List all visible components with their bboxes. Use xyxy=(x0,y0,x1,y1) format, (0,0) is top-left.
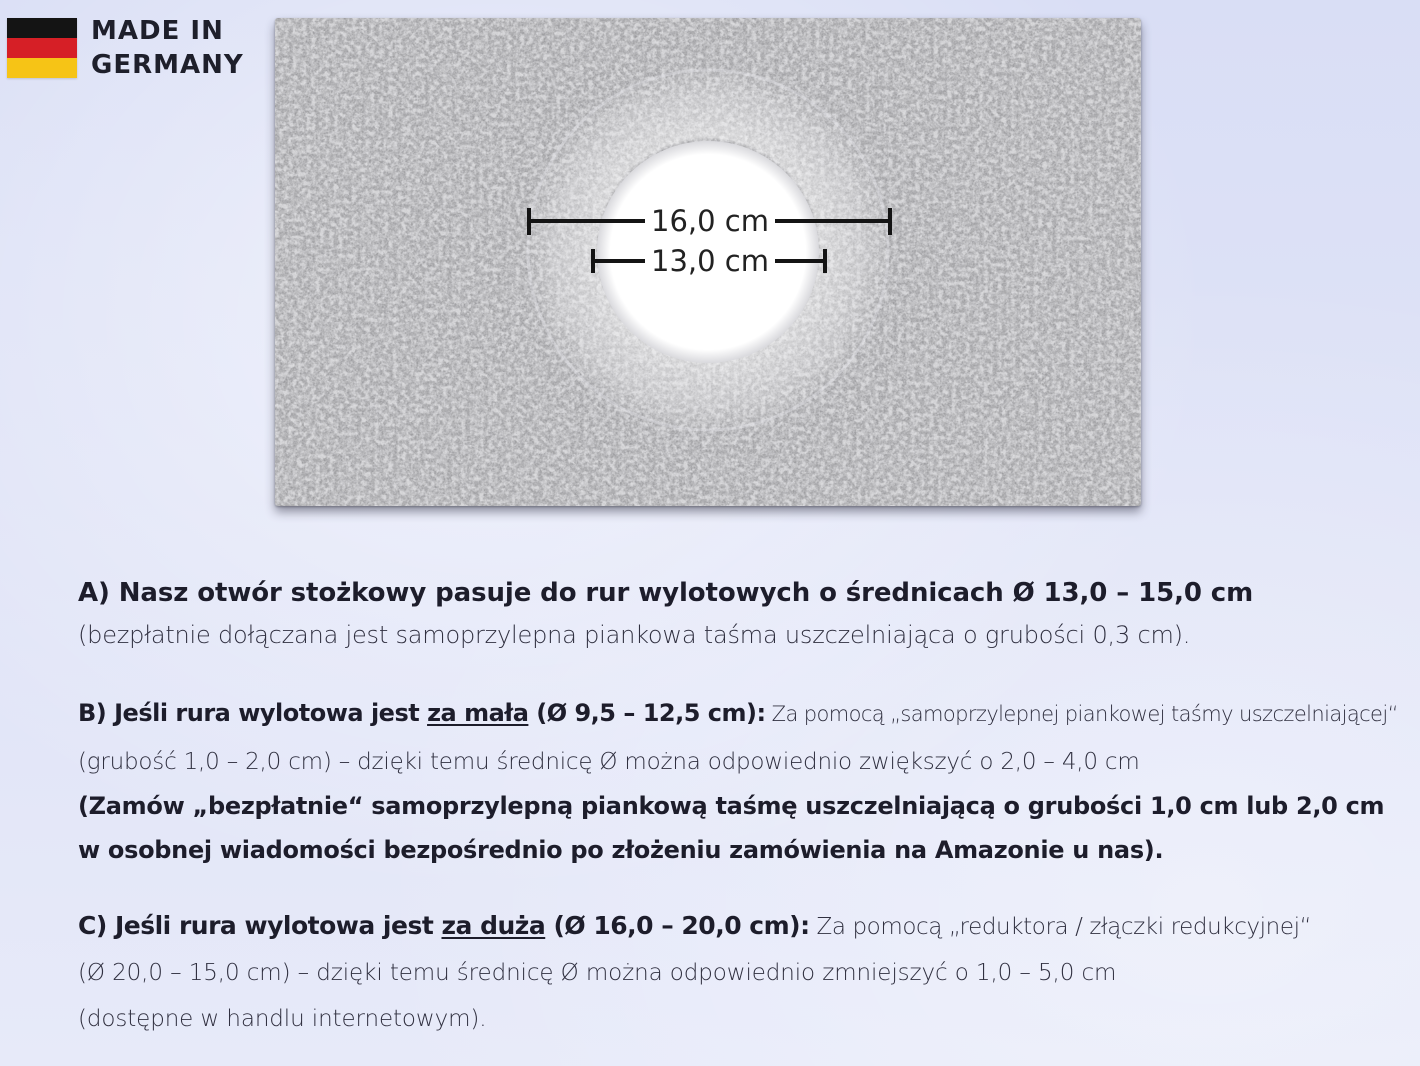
flag-stripe-gold xyxy=(7,58,77,78)
section-b-range: (Ø 9,5 – 12,5 cm): xyxy=(528,699,766,727)
section-c-line-3: (dostępne w handlu internetowym). xyxy=(78,1006,487,1032)
description xyxy=(78,574,1408,1036)
section-b-line-4: w osobnej wiadomości bezpośrednio po złożeniu zamówienia na Amazonie u nas). xyxy=(78,836,1164,864)
section-a-heading: A) Nasz otwór stożkowy pasuje do rur wylotowych o średnicach Ø 13,0 – 15,0 cm xyxy=(78,578,1254,608)
flag-stripe-black xyxy=(7,18,77,38)
made-in-germany-badge xyxy=(7,14,244,82)
section-c-line-2: (Ø 20,0 – 15,0 cm) – dzięki temu średnicę Ø można odpowiednio zmniejszyć o 1,0 – 5,0 cm xyxy=(78,960,1117,986)
section-a-note: (bezpłatnie dołączana jest samoprzylepna piankowa taśma uszczelniająca o grubości 0,3 cm). xyxy=(78,621,1191,649)
section-b-lead: B) Jeśli rura wylotowa jest xyxy=(78,699,428,727)
section-c-rest: Za pomocą „reduktora / złączki redukcyjnej“ xyxy=(809,914,1312,940)
germany-flag-icon xyxy=(7,18,77,78)
badge-text xyxy=(91,14,244,82)
section-c-lead: C) Jeśli rura wylotowa jest xyxy=(78,911,442,940)
flag-stripe-red xyxy=(7,38,77,58)
section-b-line-3: (Zamów „bezpłatnie“ samoprzylepną piankową taśmę uszczelniającą o grubości 1,0 cm lub 2,0 cm xyxy=(78,792,1385,820)
outer-diameter-label: 16,0 cm xyxy=(651,204,769,238)
section-b-rest: Za pomocą „samoprzylepnej piankowej taśmy uszczelniającej“ xyxy=(765,702,1398,726)
panel-svg xyxy=(275,18,1141,506)
section-b-heading xyxy=(78,696,1408,731)
badge-line-2: GERMANY xyxy=(91,50,244,80)
mosaic-panel-diagram xyxy=(275,18,1141,506)
section-c-heading xyxy=(78,907,1408,946)
badge-line-1: MADE IN xyxy=(91,16,224,46)
inner-diameter-label: 13,0 cm xyxy=(651,244,769,278)
section-c-underlined: za duża xyxy=(441,911,546,940)
section-b-underlined: za mała xyxy=(427,699,529,727)
section-c-range: (Ø 16,0 – 20,0 cm): xyxy=(545,911,810,940)
section-b-line-2: (grubość 1,0 – 2,0 cm) – dzięki temu średnicę Ø można odpowiednio zwiększyć o 2,0 – 4,0 cm xyxy=(78,749,1140,775)
